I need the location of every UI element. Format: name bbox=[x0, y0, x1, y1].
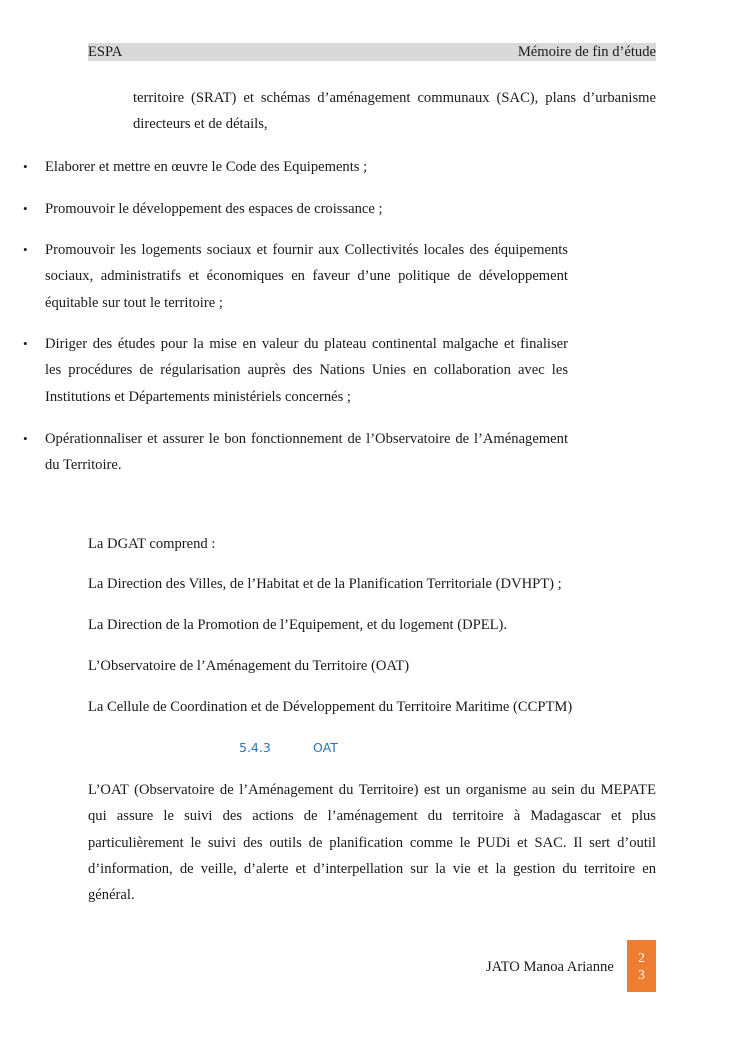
oat-paragraph bbox=[88, 777, 656, 908]
bullet-icon: • bbox=[23, 336, 28, 351]
list-item-text: Elaborer et mettre en œuvre le Code des Equipements ; bbox=[45, 159, 368, 175]
paragraph-line: L’OAT (Observatoire de l’Aménagement du Territoire) est un organisme au sein du MEPATE bbox=[88, 782, 656, 798]
dgat-item: La Cellule de Coordination et de Développement du Territoire Maritime (CCPTM) bbox=[88, 699, 573, 715]
continuation-line: territoire (SRAT) et schémas d’aménagement communaux (SAC), plans d’urbanisme bbox=[133, 90, 656, 106]
paragraph-line: d’information, de veille, d’alerte et d’interpellation sur la vie et la gestion du territoire en bbox=[88, 860, 656, 877]
header-left: ESPA bbox=[88, 44, 123, 60]
paragraph-line: qui assure le suivi des actions de l’aménagement du territoire à Madagascar et plus bbox=[88, 808, 656, 825]
list-item-text: Diriger des études pour la mise en valeur du plateau continental malgache et finaliser bbox=[45, 336, 568, 352]
dgat-item: L’Observatoire de l’Aménagement du Territoire (OAT) bbox=[88, 658, 410, 674]
footer-author: JATO Manoa Arianne bbox=[486, 959, 614, 975]
list-item-text: Promouvoir les logements sociaux et fournir aux Collectivités locales des équipements bbox=[45, 242, 568, 258]
dgat-item: La Direction de la Promotion de l’Equipement, et du logement (DPEL). bbox=[88, 617, 508, 633]
section-title: OAT bbox=[313, 740, 338, 755]
dgat-intro: La DGAT comprend : bbox=[88, 536, 216, 552]
paragraph-line: particulièrement le suivi des outils de planification comme le PUDi et SAC. Il sert d’outil bbox=[88, 834, 656, 851]
list-item-text: sociaux, administratifs et économiques en faveur d’une politique de développement bbox=[45, 268, 568, 285]
paragraph-line: général. bbox=[88, 887, 135, 904]
list-item-text: Institutions et Départements ministériels concernés ; bbox=[45, 388, 351, 405]
page-header bbox=[88, 43, 656, 61]
list-item-text: équitable sur tout le territoire ; bbox=[45, 294, 223, 311]
bullet-icon: • bbox=[23, 201, 28, 216]
continuation-line: directeurs et de détails, bbox=[133, 116, 268, 132]
list-item-text: Opérationnaliser et assurer le bon fonctionnement de l’Observatoire de l’Aménagement bbox=[45, 431, 568, 447]
list-item-text: Promouvoir le développement des espaces de croissance ; bbox=[45, 201, 383, 217]
section-number: 5.4.3 bbox=[239, 740, 271, 755]
list-item-text: du Territoire. bbox=[45, 457, 122, 474]
page-number-badge bbox=[627, 940, 656, 992]
page-number-digit: 3 bbox=[638, 967, 645, 982]
bullet-icon: • bbox=[23, 159, 28, 174]
header-right: Mémoire de fin d’étude bbox=[517, 44, 656, 60]
list-item-text: les procédures de régularisation auprès des Nations Unies en collaboration avec les bbox=[45, 362, 568, 379]
dgat-item: La Direction des Villes, de l’Habitat et de la Planification Territoriale (DVHPT) ; bbox=[88, 576, 562, 592]
section-heading bbox=[239, 738, 338, 758]
bullet-icon: • bbox=[23, 242, 28, 257]
page-number-digit: 2 bbox=[638, 950, 645, 965]
bullet-icon: • bbox=[23, 431, 28, 446]
